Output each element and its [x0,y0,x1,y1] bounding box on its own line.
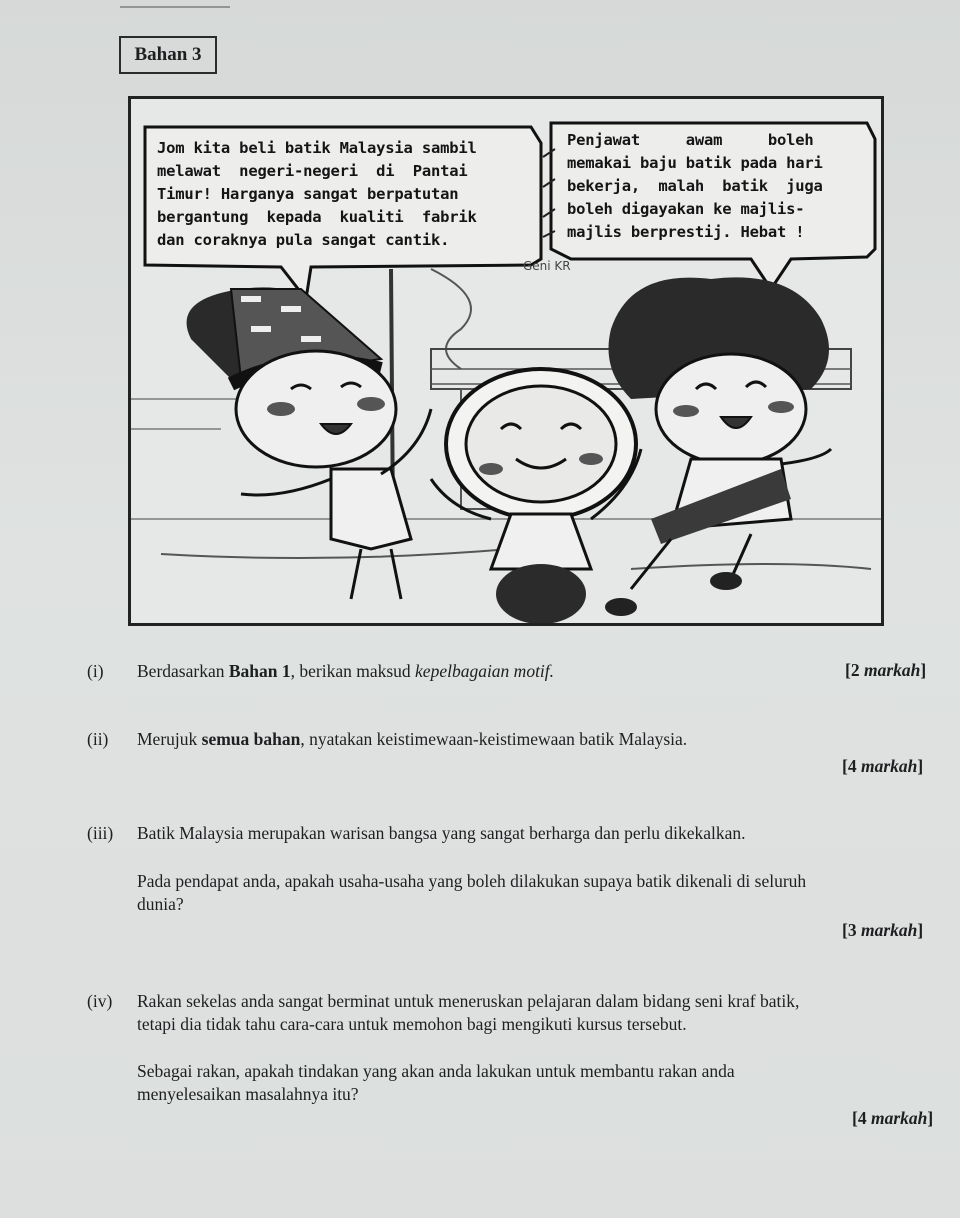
question-iv [87,990,957,1104]
question-number: (ii) [87,729,109,749]
question-text-line3: Sebagai rakan, apakah tindakan yang akan anda lakukan untuk membantu rakan anda [137,1061,735,1081]
question-number: (iv) [87,991,113,1011]
speech-bubble-right-text: Penjawat awam boleh memakai baju batik pada hari bekerja, malah batik juga boleh digayakan ke majlis- majlis berprestij. Hebat ! [567,131,823,241]
comic-panel [128,96,884,626]
bahan-label: Bahan 3 [119,36,217,74]
question-i [87,660,847,686]
question-text-line4: menyelesaikan masalahnya itu? [137,1084,359,1104]
question-text: Merujuk semua bahan, nyatakan keistimewaan-keistimewaan batik Malaysia. [137,729,688,749]
question-text-line2: tetapi dia tidak tahu cara-cara untuk memohon bagi mengikuti kursus tersebut. [137,1014,687,1034]
question-text-line1: Rakan sekelas anda sangat berminat untuk meneruskan pelajaran dalam bidang seni kraf batik, [137,991,800,1011]
speech-bubble-left-text: Jom kita beli batik Malaysia sambil melawat negeri-negeri di Pantai Timur! Harganya sangat berpatutan bergantung kepada kualiti fabrik dan coraknya pula sangat cantik. [157,139,477,249]
question-number: (iii) [87,823,114,843]
question-text-line1: Batik Malaysia merupakan warisan bangsa yang sangat berharga dan perlu dikekalkan. [137,823,746,843]
marks-iii: [3 markah] [842,920,924,940]
top-edge-mark [120,0,230,8]
sign-text: Geni KR [523,259,571,273]
marks-i: [2 markah] [845,660,927,680]
question-ii [87,728,887,754]
question-text: Berdasarkan Bahan 1, berikan maksud kepelbagaian motif. [137,661,555,681]
question-number: (i) [87,661,104,681]
marks-iv: [4 markah] [852,1108,934,1128]
question-text-line2: Pada pendapat anda, apakah usaha-usaha yang boleh dilakukan supaya batik dikenali di seluruh [137,871,807,891]
marks-ii: [4 markah] [842,756,924,776]
question-iii [87,822,947,922]
question-text-line3: dunia? [137,894,184,914]
